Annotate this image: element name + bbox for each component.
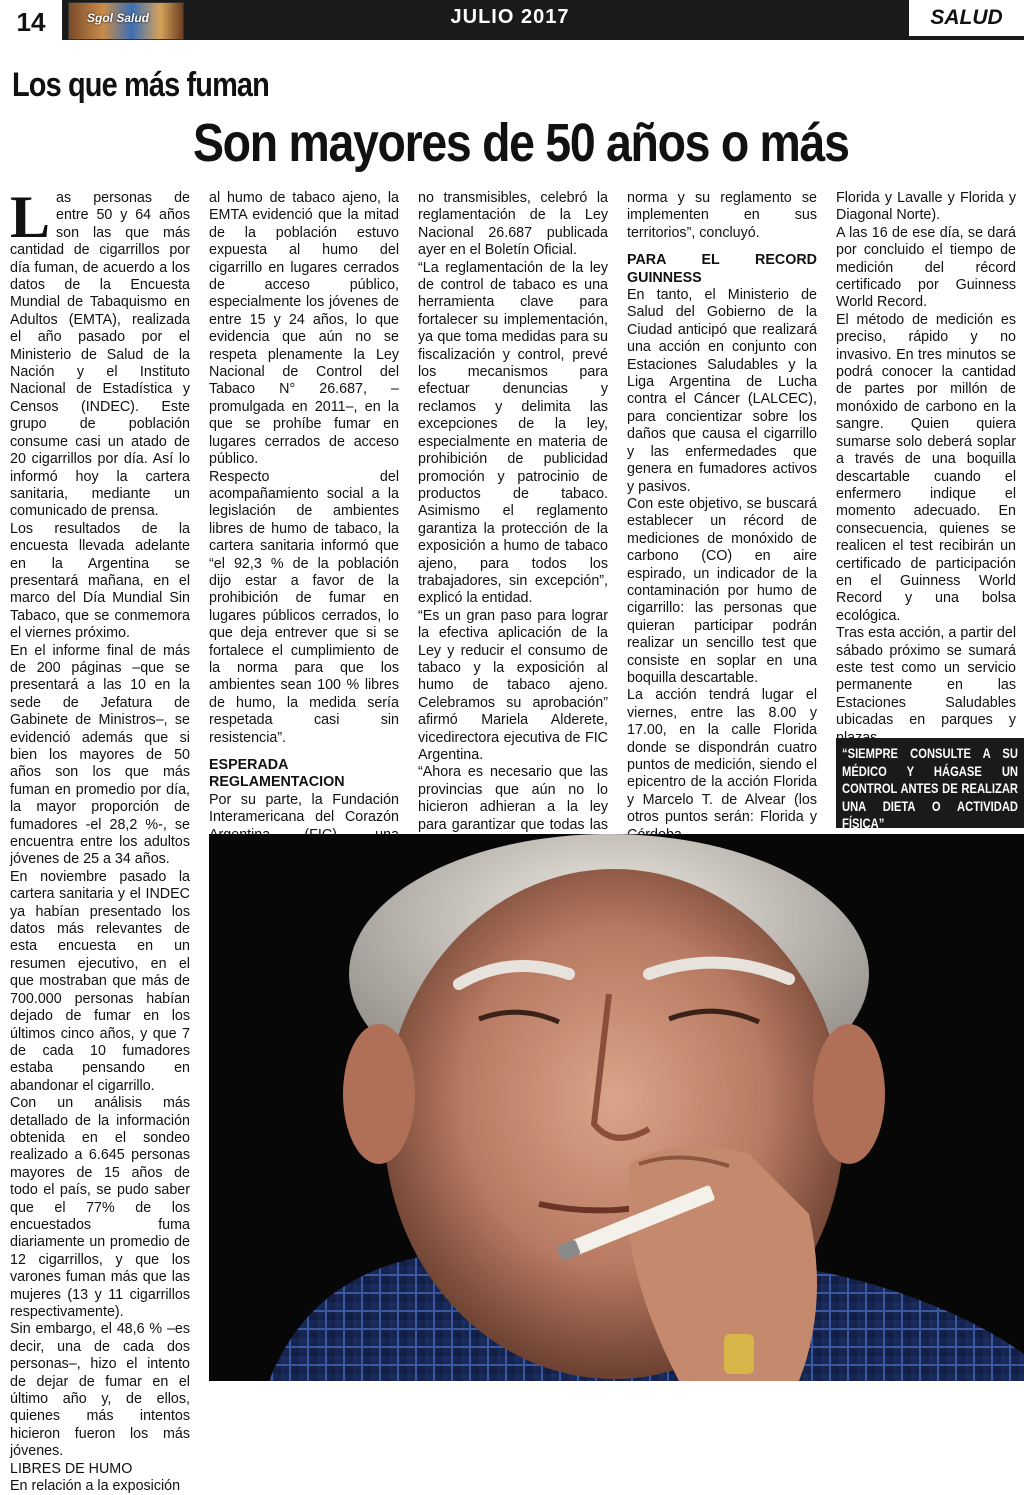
article-column-4 [627, 190, 817, 844]
article-column-5 [836, 190, 1016, 747]
article-column-2 [209, 190, 399, 914]
article-photo-smoking-man [209, 834, 1024, 1381]
pull-quote-box [836, 738, 1024, 831]
subheading-libres-de-humo: LIBRES DE HUMO [10, 1460, 133, 1477]
paragraph: La acción tendrá lugar el viernes, entre las 8.00 y 17.00, en la calle Florida donde se dispondrán cuatro puntos de medición, siendo el epicentro de la acción Florida y Marcelo T. de Alvear (los otros puntos serán: Florida y [627, 687, 817, 826]
paragraph: Tras esta acción, a partir del sábado próximo se sumará este test como un servicio permanente en las Estaciones Saludables ubicadas en parques y [836, 625, 1016, 729]
paragraph: A las 16 de ese día, se dará por concluido el tiempo de medición del récord certificado por Guinness World Record. [836, 224, 1016, 311]
paragraph: “Ahora es necesario que las provincias que aún no lo hicieron adhieran a la ley para garantizar que todas las [418, 764, 608, 833]
drop-cap: L [10, 184, 51, 250]
paragraph: Sin embargo, el 48,6 % –es decir, una de cada dos personas–, hizo el intento de dejar de fumar en el último año y, de ellos, quienes más intentos hicieron fueron los más jóvenes. [10, 1321, 190, 1460]
article-kicker: Los que más fuman [12, 66, 269, 104]
section-label: SALUD [930, 6, 1003, 29]
section-tab [909, 0, 1024, 36]
pull-quote-text: “SIEMPRE CONSULTE A SU MÉDICO Y HÁGASE UN CONTROL ANTES DE REALIZAR UNA DIETA O ACTIVIDAD FÍSICA” [842, 745, 1018, 831]
masthead [0, 0, 1024, 42]
article-column-1 [10, 184, 190, 1495]
paragraph: as personas de entre 50 y 64 años son las que más cantidad de cigarrillos por día fuman, de acuerdo a los datos de la Encuesta Mundial de Tabaquismo en Adultos (EMTA), realizada el año pasado por el Ministerio de Salud de la Nación y el Instituto Nacional de Estadística y Censos (INDEC). Este grupo de población consume casi un atado de 20 cigarrillos por día. Así lo informó hoy la cartera sanitaria, mediante un comunicado de prensa. [10, 190, 190, 520]
issue-date: JULIO 2017 [450, 6, 570, 28]
paragraph: al humo de tabaco ajeno, la EMTA evidenció que la mitad de la población estuvo expuesta al humo del cigarrillo en lugares cerrados de acceso público, especialmente los jóvenes de entre 15 y 24 años, lo que evidencia que aún no se respeta plenamente la Ley Nacional de Control del Tabaco N° 26.687, –promulgada en 2011–, en la que se prohíbe fumar en lugares cerrados de acceso público. [209, 190, 399, 468]
paragraph: El método de medición es preciso, rápido y no invasivo. En tres minutos se podrá conocer la cantidad de partes por millón de monóxido de carbono en la sangre. Quien quiera sumarse solo deberá soplar a través de una boquilla descartable cuando el enfermero indique el momento adecuado. En consecuencia, quienes se realicen el test recibirán un certificado de participación en el Guinness World Record y una bolsa ecológica. [836, 311, 1016, 624]
paragraph: En el informe final de más de 200 páginas –que se presentará a las 10 en la sede de Jefatura de Gabinete de Ministros–, se evidenció además que si bien los mayores de 50 años son los que más fuman en promedio por día, la mayor proporción de fumadores -el 28,2 %-, se encuentra entre los adultos jóvenes de 25 a 34 años. [10, 642, 190, 868]
paragraph: En relación a la exposición [10, 1478, 181, 1495]
subheading-record-guinness: PARA EL RECORD GUINNESS [627, 252, 817, 286]
publication-logo [68, 2, 184, 40]
paragraph: Florida y Lavalle y Florida y Diagonal Norte). [836, 190, 1016, 224]
paragraph: En noviembre pasado la cartera sanitaria y el INDEC ya habían presentado los datos más relevantes de esta encuesta en un resumen ejecutivo, en el que mostraban que más de 700.000 personas habían dejado de fumar en los últimos cinco años, y que 7 de cada 10 fumadores estaba pensando en abandonar el cigarrillo. [10, 868, 190, 1094]
subheading-esperada-reglamentacion: ESPERADA REGLAMENTACION [209, 757, 345, 791]
paragraph: norma y su reglamento se implementen en sus territorios”, concluyó. [627, 190, 817, 241]
paragraph: Con este objetivo, se buscará establecer un récord de mediciones de monóxido de carbono (CO) en aire espirado, un indicador de la contaminación por humo de cigarrillo: las personas que quieran participar podrán realizar un sencillo test que consiste en soplar en una boquilla descartable. [627, 495, 817, 686]
paragraph: “Es un gran paso para lograr la efectiva aplicación de la Ley y reducir el consumo de tabaco y la exposición al humo de tabaco ajeno. Celebramos su aprobación” afirmó Mariela Alderete, vicedirectora ejecutiva de FIC Argentina. [418, 607, 608, 763]
paragraph: Con un análisis más detallado de la información obtenida en el sondeo realizado a 6.645 personas mayores de 15 años de todo el país, se pudo saber que el 77% de los encuestados fuma diariamente un promedio de 12 cigarrillos, y que los varones fuman más que las mujeres (13 y 11 cigarrillos respectivamente). [10, 1095, 190, 1320]
paragraph: Los resultados de la encuesta llevada adelante en la Argentina se presentará mañana, en el marco del Día Mundial Sin Tabaco, que se conmemora el viernes próximo. [10, 520, 190, 642]
paragraph: Por su parte, la Fundación Interamericana del Corazón [209, 791, 399, 826]
paragraph: En tanto, el Ministerio de Salud del Gobierno de la Ciudad anticipó que realizará una acción en conjunto con Estaciones Saludables y la Liga Argentina de Lucha contra el Cáncer (LALCEC), para concientizar sobre los daños que causa el cigarrillo y las enfermedades que genera en fumadores activos y pasivos. [627, 287, 817, 495]
paragraph: Respecto del acompañamiento social a la legislación de ambientes libres de humo de tabaco, la cartera sanitaria informó que “el 92,3 % de la población dijo estar a favor de la prohibición de fumar en lugares públicos cerrados, lo que deja entrever que si se fortalece el cumplimiento de la norma para que los ambientes sean 100 % libres de humo, la medida sería respetada casi sin resistencia”. [209, 468, 399, 746]
paragraph: “La reglamentación de la ley de control de tabaco es una herramienta clave para fortalecer su implementación, ya que toma medidas para su fiscalización y control, prevé los mecanismos para efectuar denuncias y reclamos y delimita las excepciones de la ley, especialmente en materia de prohibición de publicidad promoción y patrocinio de productos de tabaco. Asimismo el reglamento garantiza la protección de la exposición a humo de tabaco ajeno, para todos los trabajadores, sin excepción”, explicó la entidad. [418, 259, 608, 607]
page-number: 14 [0, 0, 62, 42]
article-headline: Son mayores de 50 años o más [193, 113, 849, 173]
photo-illustration [209, 834, 1024, 1381]
article-column-3 [418, 190, 608, 851]
paragraph: no transmisibles, celebró la reglamentación de la Ley Nacional 26.687 publicada ayer en el Boletín Oficial. [418, 190, 608, 259]
logo-text: Sgol Salud [87, 11, 150, 25]
